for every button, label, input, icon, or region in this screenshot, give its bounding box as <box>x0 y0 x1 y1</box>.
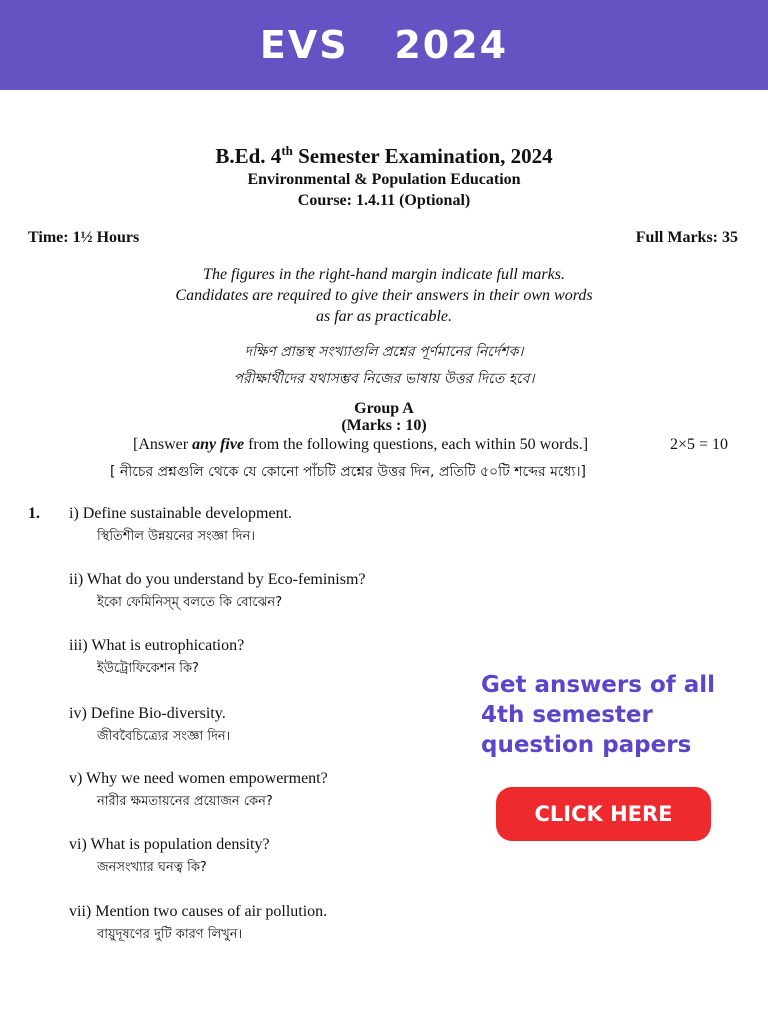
question-text-bn: স্থিতিশীল উন্নয়নের সংজ্ঞা দিন। <box>97 529 255 544</box>
answer-instruction <box>133 436 588 454</box>
question-text: vii) Mention two causes of air pollution. <box>69 903 328 920</box>
answer-instruction-pre: [Answer <box>133 436 193 453</box>
question-number: 1. <box>28 505 40 522</box>
answer-instruction-emphasis: any five <box>192 436 245 453</box>
instruction-line: The figures in the right-hand margin indicate full marks. <box>203 266 565 283</box>
question-text-bn: বায়ুদূষণের দুটি কারণ লিখুন। <box>97 927 243 942</box>
question-text-bn: ইকো ফেমিনিস্‌ম্ বলতে কি বোঝেন? <box>97 595 283 610</box>
exam-course: Course: 1.4.11 (Optional) <box>297 192 471 209</box>
answer-instruction-post: from the following questions, each within 50 words.] <box>244 436 589 453</box>
exam-subject: Environmental & Population Education <box>247 171 521 188</box>
question-text-bn: জীববৈচিত্র্যের সংজ্ঞা দিন। <box>97 729 231 744</box>
question-text: vi) What is population density? <box>69 836 270 853</box>
question-text: iv) Define Bio-diversity. <box>69 705 226 722</box>
question-item <box>69 571 366 614</box>
instruction-line-bn: পরীক্ষার্থীদের যথাসম্ভব নিজের ভাষায় উত্তর দিতে হবে। <box>233 371 535 387</box>
question-text: ii) What do you understand by Eco-feminism? <box>69 571 366 588</box>
question-item <box>69 705 230 748</box>
instruction-line: as far as practicable. <box>316 308 452 325</box>
question-text: i) Define sustainable development. <box>69 505 293 522</box>
instruction-line: Candidates are required to give their answers in their own words <box>175 287 593 304</box>
header-banner <box>0 0 768 90</box>
question-text-bn: ইউট্রোফিকেশন কি? <box>97 661 199 676</box>
question-item <box>69 836 270 879</box>
question-text: iii) What is eutrophication? <box>69 637 245 654</box>
question-item <box>69 637 244 680</box>
instruction-line-bn: দক্ষিণ প্রান্তস্থ সংখ্যাগুলি প্রশ্নের পূর্ণমানের নির্দেশক। <box>244 344 524 360</box>
question-text-bn: জনসংখ্যার ঘনত্ব কি? <box>97 860 207 875</box>
promo-text: Get answers of all 4th semester question papers <box>481 672 716 758</box>
question-item <box>69 770 328 813</box>
banner-title: EVS 2024 <box>259 23 509 67</box>
question-item <box>69 505 292 548</box>
answer-instruction-bn: [ নীচের প্রশ্নগুলি থেকে যে কোনো পাঁচটি প্রশ্নের উত্তর দিন, প্রতিটি ৫০টি শব্দের মধ্যে।] <box>110 464 586 480</box>
question-text: v) Why we need women empowerment? <box>69 770 328 787</box>
exam-full-marks: Full Marks: 35 <box>635 229 738 246</box>
exam-title-prefix: B.Ed. 4 <box>215 144 282 168</box>
group-marks: (Marks : 10) <box>341 417 427 434</box>
exam-time: Time: 1½ Hours <box>28 229 140 246</box>
click-here-button[interactable]: CLICK HERE <box>496 787 711 841</box>
question-item <box>69 903 327 946</box>
marks-calculation: 2×5 = 10 <box>670 436 729 453</box>
exam-title <box>0 143 768 169</box>
group-title: Group A <box>354 400 414 417</box>
exam-title-suffix: Semester Examination, 2024 <box>292 144 553 168</box>
question-text-bn: নারীর ক্ষমতায়নের প্রয়োজন কেন? <box>97 794 273 809</box>
exam-title-sup: th <box>281 143 293 158</box>
